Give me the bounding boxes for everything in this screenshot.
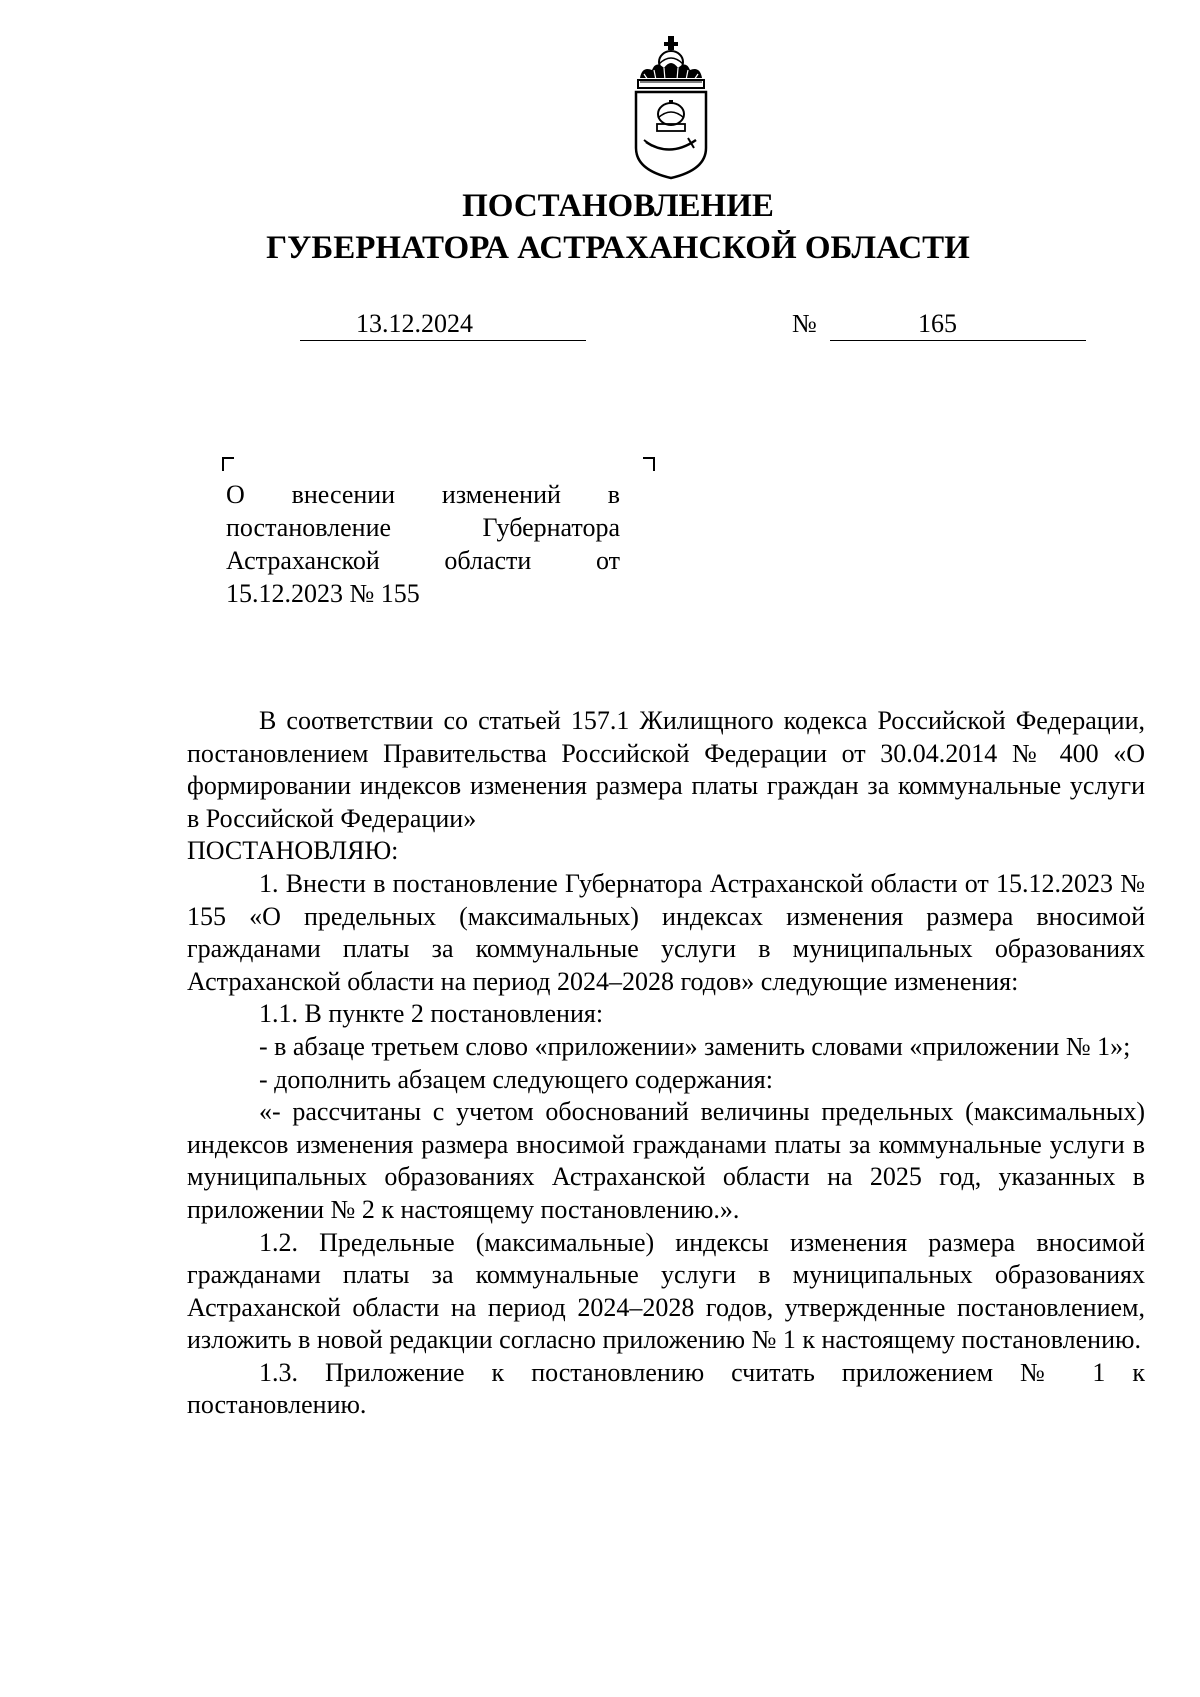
item-1-1: 1.1. В пункте 2 постановления: <box>259 999 604 1029</box>
resolve-heading: ПОСТАНОВЛЯЮ: <box>187 836 399 866</box>
document-authority: ГУБЕРНАТОРА АСТРАХАНСКОЙ ОБЛАСТИ <box>266 230 970 266</box>
document-number: 165 <box>918 309 957 338</box>
item-1-1-a: - в абзаце третьем слово «приложении» заменить словами «приложении № 1»; <box>259 1031 1131 1061</box>
subject-line: О внесении изменений в <box>226 480 620 509</box>
preamble-paragraph: В соответствии со статьей 157.1 Жилищного кодекса Российской Федерации, постановлением Правительства Российской Федерации от 30.04.2014 № 400 «О формировании индексов изменения размера платы граждан за коммунальные услуги в Российской Федерации» <box>187 706 1145 833</box>
document-subject <box>226 478 620 610</box>
item-1: 1. Внести в постановление Губернатора Астраханской области от 15.12.2023 № 155 «О предельных (максимальных) индексах изменения размера вносимой гражданами платы за коммунальные услуги в муниципальных образованиях Астраханской области на период 2024–2028 годов» следующие изменения: <box>187 868 1145 996</box>
item-1-1-c: «- рассчитаны с учетом обоснований величины предельных (максимальных) индексов изменения размера вносимой гражданами платы за коммунальные услуги в муниципальных образованиях Астраханской области на 2025 год, указанных в приложении № 2 к настоящему постановлению.». <box>187 1097 1145 1224</box>
number-label: № <box>792 309 817 338</box>
document-date: 13.12.2024 <box>356 309 473 338</box>
coat-of-arms-icon <box>630 30 712 182</box>
date-underline <box>300 340 586 341</box>
document-title: ПОСТАНОВЛЕНИЕ <box>462 188 774 224</box>
subject-bracket-left <box>222 457 234 471</box>
subject-line: 15.12.2023 № 155 <box>226 579 420 608</box>
subject-bracket-right <box>643 457 655 471</box>
item-1-2: 1.2. Предельные (максимальные) индексы изменения размера вносимой гражданами платы за коммунальные услуги в муниципальных образованиях Астраханской области на период 2024–2028 годов, утвержденные постановлением, изложить в новой редакции согласно приложению № 1 к настоящему постановлению. <box>187 1227 1145 1355</box>
subject-line: Астраханской области от <box>226 546 620 575</box>
document-body <box>187 705 1145 1422</box>
number-underline <box>830 340 1086 341</box>
item-1-1-b: - дополнить абзацем следующего содержания: <box>259 1064 773 1094</box>
subject-line: постановление Губернатора <box>226 513 620 542</box>
item-1-3: 1.3. Приложение к постановлению считать приложением № 1 к постановлению. <box>187 1357 1145 1420</box>
